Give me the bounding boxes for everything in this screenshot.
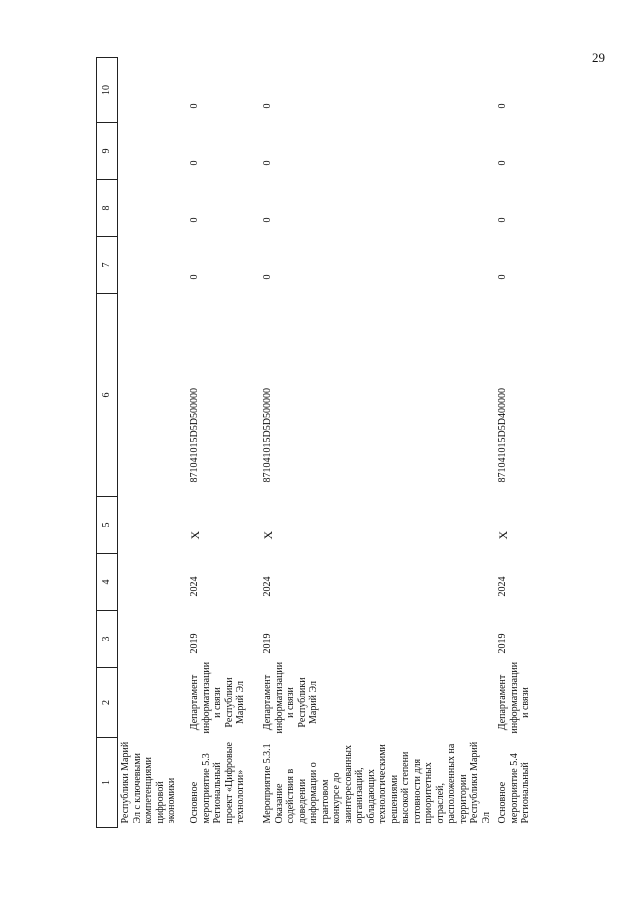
end-year-cell xyxy=(118,554,188,611)
value-cell-8: 0 xyxy=(189,217,200,223)
value-cell-7 xyxy=(118,237,188,294)
executor-cell xyxy=(118,668,188,738)
value-cell-7: 0 xyxy=(189,274,200,280)
column-number-header: 10 xyxy=(97,58,118,123)
start-year-cell: 2019 xyxy=(497,633,508,654)
value-cell-8: 0 xyxy=(497,217,508,223)
column-number-header: 1 xyxy=(97,738,118,828)
gp-cell xyxy=(118,497,188,554)
table-row xyxy=(260,58,495,828)
value-cell-9 xyxy=(118,123,188,180)
column-number-header: 6 xyxy=(97,294,118,497)
column-number-header: 7 xyxy=(97,237,118,294)
rotated-table-sheet xyxy=(96,58,610,828)
table-row xyxy=(187,58,260,828)
executor-cell: Департамент информатизации и связи xyxy=(497,661,531,734)
page-number: 29 xyxy=(592,50,605,65)
column-number-header-row xyxy=(97,58,118,828)
executor-cell: Департамент информатизации и связи Республики Марий Эл xyxy=(262,661,319,734)
budget-code-cell: 871041015D5D500000 xyxy=(189,388,200,483)
activity-name-cell: Основное мероприятие 5.3 Региональный проект «Цифровые технологии» xyxy=(189,742,246,824)
value-cell-9: 0 xyxy=(189,160,200,166)
column-number-header: 4 xyxy=(97,554,118,611)
value-cell-9: 0 xyxy=(497,160,508,166)
column-number-header: 5 xyxy=(97,497,118,554)
end-year-cell: 2024 xyxy=(497,576,508,597)
program-activities-table xyxy=(96,57,572,828)
value-cell-10 xyxy=(118,58,188,123)
column-number-header: 3 xyxy=(97,611,118,668)
value-cell-10: 0 xyxy=(262,103,273,109)
activity-name-cell: Основное мероприятие 5.4 Региональный xyxy=(497,753,531,824)
value-cell-8 xyxy=(118,180,188,237)
gp-cell: X xyxy=(496,530,510,540)
start-year-cell xyxy=(118,611,188,668)
end-year-cell: 2024 xyxy=(189,576,200,597)
table-row xyxy=(495,58,572,828)
value-cell-9: 0 xyxy=(262,160,273,166)
value-cell-10: 0 xyxy=(497,103,508,109)
table-row xyxy=(118,58,188,828)
gp-cell: X xyxy=(188,530,202,540)
column-number-header: 2 xyxy=(97,668,118,738)
gp-cell: X xyxy=(261,530,275,540)
start-year-cell: 2019 xyxy=(189,633,200,654)
budget-code-cell: 871041015D5D400000 xyxy=(497,388,508,483)
end-year-cell: 2024 xyxy=(262,576,273,597)
value-cell-10: 0 xyxy=(189,103,200,109)
executor-cell: Департамент информатизации и связи Республики Марий Эл xyxy=(189,661,246,734)
activity-name-cell: Республики Марий Эл с ключевыми компетенциями цифровой экономики xyxy=(120,741,177,824)
budget-code-cell xyxy=(118,294,188,497)
value-cell-8: 0 xyxy=(262,217,273,223)
activity-name-cell: Мероприятие 5.3.1 Оказание содействия в доведении информации о грантовом конкурсе до заинтересованных организаций, обладающих технологическими решениями высокой степени готовности для приоритетных отраслей, расположенных на территории Республики Марий Эл xyxy=(262,741,492,824)
column-number-header: 8 xyxy=(97,180,118,237)
value-cell-7: 0 xyxy=(262,274,273,280)
start-year-cell: 2019 xyxy=(262,633,273,654)
budget-code-cell: 871041015D5D500000 xyxy=(262,388,273,483)
value-cell-7: 0 xyxy=(497,274,508,280)
column-number-header: 9 xyxy=(97,123,118,180)
